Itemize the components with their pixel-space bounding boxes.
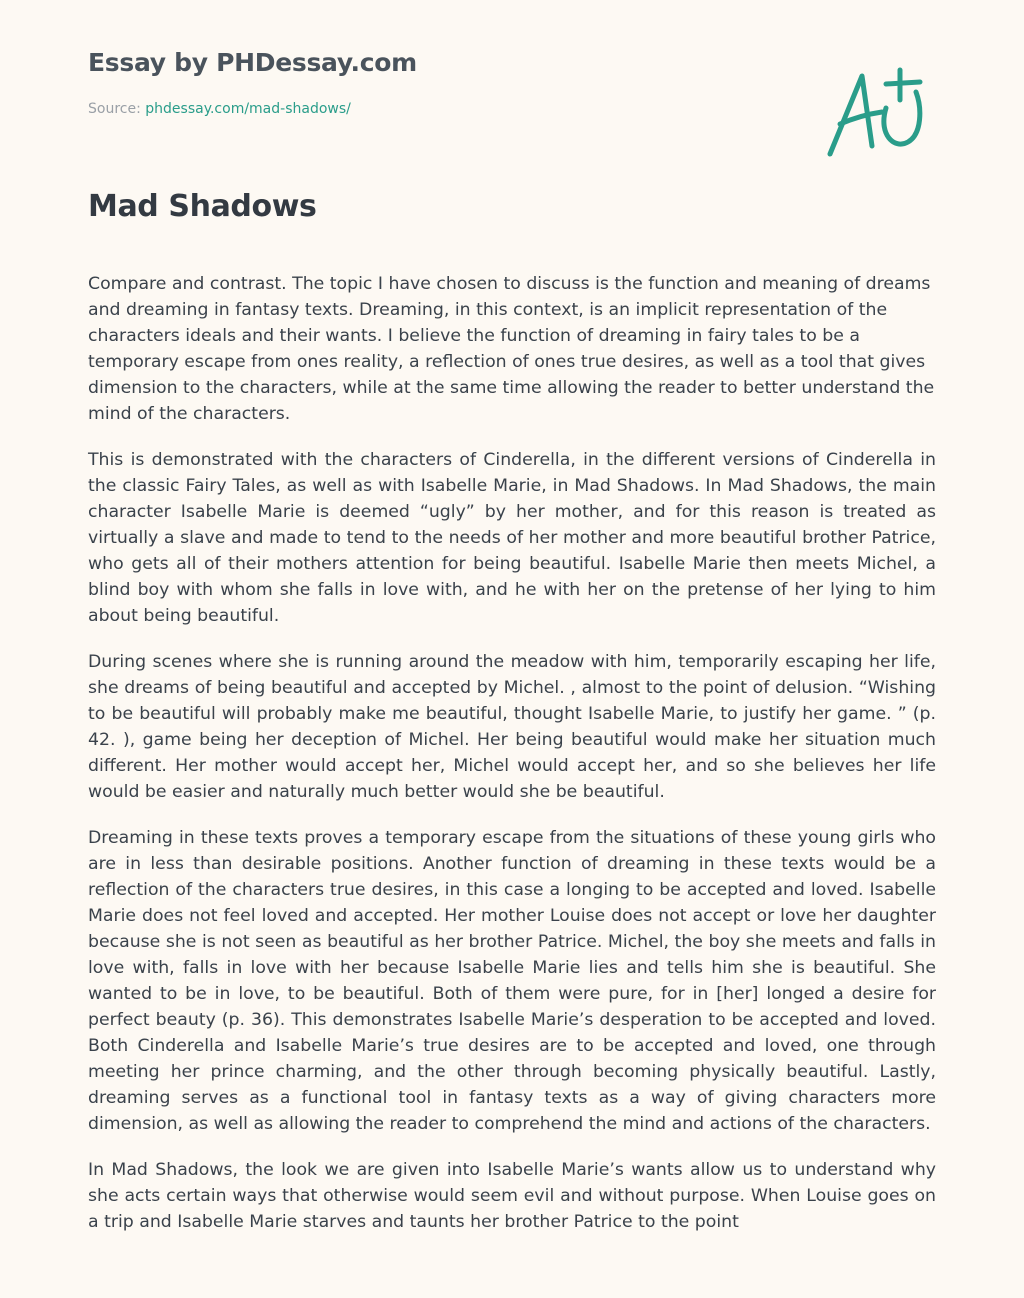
paragraph: This is demonstrated with the characters of Cinderella, in the different versions of Cinderella in the classic Fairy Tales, as well as with Isabelle Marie, in Mad Shadows. In Mad Shadows, the main character Isabelle Marie is deemed “ugly” by her mother, and for this reason is treated as virtually a slave and made to tend to the needs of her mother and more beautiful brother Patrice, who gets all of their mothers attention for being beautiful. Isabelle Marie then meets Michel, a blind boy with whom she falls in love with, and he with her on the pretense of her lying to him about being beautiful. xyxy=(88,450,936,626)
source-link[interactable]: phdessay.com/mad-shadows/ xyxy=(145,101,351,117)
site-title: Essay by PHDessay.com xyxy=(88,48,417,77)
paragraph: Compare and contrast. The topic I have chosen to discuss is the function and meaning of dreams and dreaming in fantasy texts. Dreaming, in this context, is an implicit representation of the characters ideals and their wants. I believe the function of dreaming in fairy tales to be a temporary escape from ones reality, a reflection of ones true desires, as well as a tool that gives dimension to the characters, while at the same time allowing the reader to better understand the mind of the characters. xyxy=(88,274,935,424)
paragraph: In Mad Shadows, the look we are given into Isabelle Marie’s wants allow us to understand why she acts certain ways that otherwise would seem evil and without purpose. When Louise goes on a trip and Isabelle Marie starves and taunts her brother Patrice to the point xyxy=(88,1160,936,1232)
document-title: Mad Shadows xyxy=(88,189,317,224)
paragraph: Dreaming in these texts proves a temporary escape from the situations of these young girls who are in less than desirable positions. Another function of dreaming in these texts would be a reflection of the characters true desires, in this case a longing to be accepted and loved. Isabelle Marie does not feel loved and accepted. Her mother Louise does not accept or love her daughter because she is not seen as beautiful as her brother Patrice. Michel, the boy she meets and falls in love with, falls in love with her because Isabelle Marie lies and tells him she is beautiful. She wanted to be in love, to be beautiful. Both of them were pure, for in [her] longed a desire for perfect beauty (p. 36). This demonstrates Isabelle Marie’s desperation to be accepted and loved. Both Cinderella and Isabelle Marie’s true desires are to be accepted and loved, one through meeting her prince charming, and the other through becoming physically beautiful. Lastly, dreaming serves as a functional tool in fantasy texts as a way of giving characters more dimension, as well as allowing the reader to comprehend the mind and actions of the characters. xyxy=(88,828,936,1134)
essay-body xyxy=(88,271,936,1255)
source-line xyxy=(88,101,351,117)
paragraph: During scenes where she is running around the meadow with him, temporarily escaping her life, she dreams of being beautiful and accepted by Michel. , almost to the point of delusion. “Wishing to be beautiful will probably make me beautiful, thought Isabelle Marie, to justify her game. ” (p. 42. ), game being her deception of Michel. Her being beautiful would make her situation much different. Her mother would accept her, Michel would accept her, and so she believes her life would be easier and naturally much better would she be beautiful. xyxy=(88,652,936,802)
source-label: Source: xyxy=(88,101,141,117)
a-plus-logo-icon xyxy=(820,62,930,162)
